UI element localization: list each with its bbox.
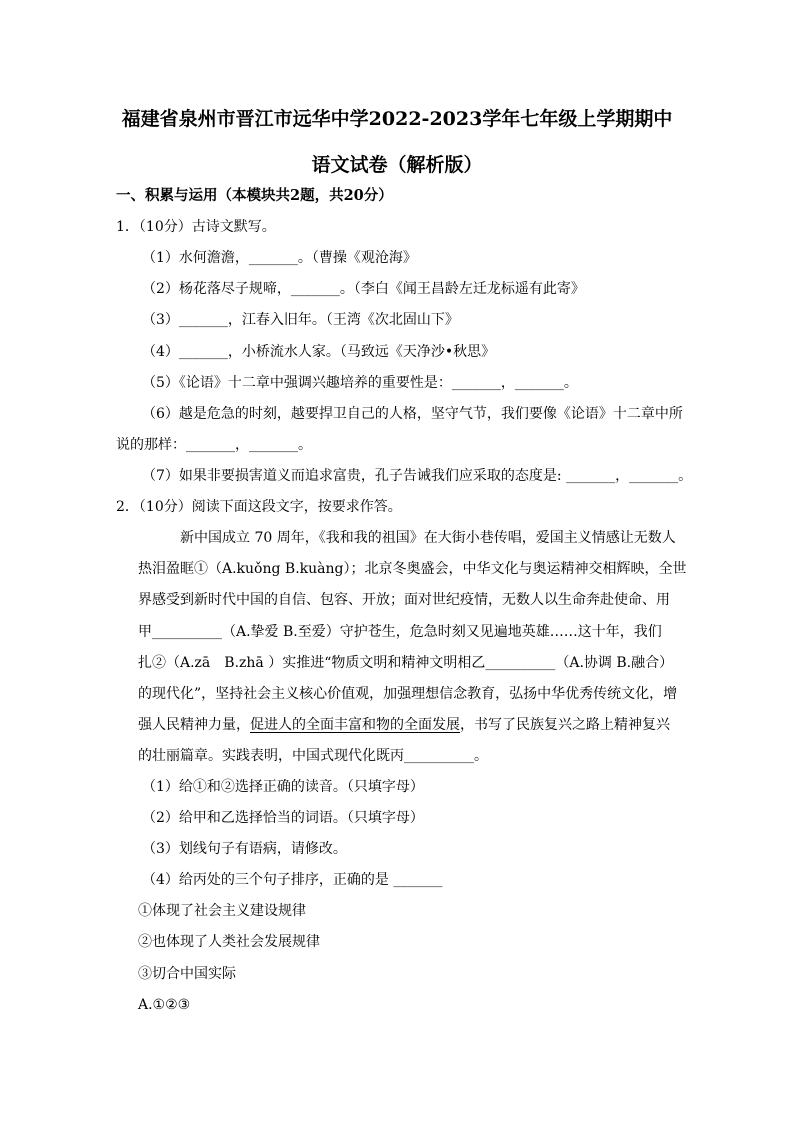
q1-item-7: （7）如果非要损害道义而追求富贵，孔子告诫我们应采取的态度是: _______，_______。 [142,468,693,484]
q2-sub-3: （3）划线句子有语病，请修改。 [142,841,347,857]
option-item: ①体现了社会主义建设规律 [138,903,306,919]
exam-title-line1: 福建省泉州市晋江市远华中学2022-2023学年七年级上学期期中 [121,108,673,130]
q2-sub-1: （1）给①和②选择正确的读音。（只填字母） [142,779,424,795]
section-heading: 一、积累与运用（本模块共2题，共20分） [116,187,393,204]
underlined-sentence: 促进人的全面丰富和物的全面发展 [250,717,460,733]
passage-line: 的现代化”，坚持社会主义核心价值观，加强理想信念教育，弘扬中华优秀传统文化，增 [138,686,678,702]
q2-sub-2: （2）给甲和乙选择恰当的词语。（只填字母） [142,810,424,826]
q1-item-4: （4）_______，小桥流水人家。（马致远《天净沙•秋思》 [142,344,496,360]
option-item: ③切合中国实际 [138,966,236,982]
answer-choice-a: A.①②③ [138,997,191,1013]
passage-line: 新中国成立 70 周年，《我和我的祖国》在大街小巷传唱，爱国主义情感让无数人 [180,530,676,546]
passage-line: 甲__________（A.挚爱 B.至爱）守护苍生，危急时刻又见遍地英雄……这十年，我们 [138,624,662,640]
passage-line: 扎②（A.zā B.zhā ）实推进“物质文明和精神文明相乙__________（A.协调 B.融合） [138,655,674,671]
question-2-stem: 2．（10分）阅读下面这段文字，按要求作答。 [116,499,402,515]
option-item: ②也体现了人类社会发展规律 [138,934,320,950]
question-1-stem: 1．（10分）古诗文默写。 [116,219,276,235]
exam-title-line2: 语文试卷（解析版） [311,154,483,176]
q1-item-2: （2）杨花落尽子规啼，_______。（李白《闻王昌龄左迁龙标遥有此寄》 [142,281,585,297]
q2-sub-4: （4）给丙处的三个句子排序，正确的是 _______ [142,872,443,888]
q1-item-6: （6）越是危急的时刻，越要捍卫自己的人格，坚守气节，我们要像《论语》十二章中所 [142,406,683,422]
q1-item-3: （3）_______，江春入旧年。（王湾《次北固山下》 [142,312,459,328]
passage-line: 的壮丽篇章。实践表明，中国式现代化既丙__________。 [138,748,488,764]
passage-line: 热泪盈眶①（A.kuǒng B.kuàng）；北京冬奥盛会，中华文化与奥运精神交相辉映，全世 [138,561,687,577]
passage-line-with-underline [138,715,670,735]
passage-text: 强人民精神力量， [138,717,250,733]
q1-item-5: （5）《论语》十二章中强调兴趣培养的重要性是：_______，_______。 [142,375,578,391]
passage-line: 界感受到新时代中国的自信、包容、开放；面对世纪疫情，无数人以生命奔赴使命、用 [138,592,670,608]
q1-item-1: （1）水何澹澹，_______。（曹操《观沧海》 [142,250,417,266]
passage-text: ，书写了民族复兴之路上精神复兴 [460,717,670,733]
q1-item-6-cont: 说的那样：_______，_______。 [116,437,312,453]
